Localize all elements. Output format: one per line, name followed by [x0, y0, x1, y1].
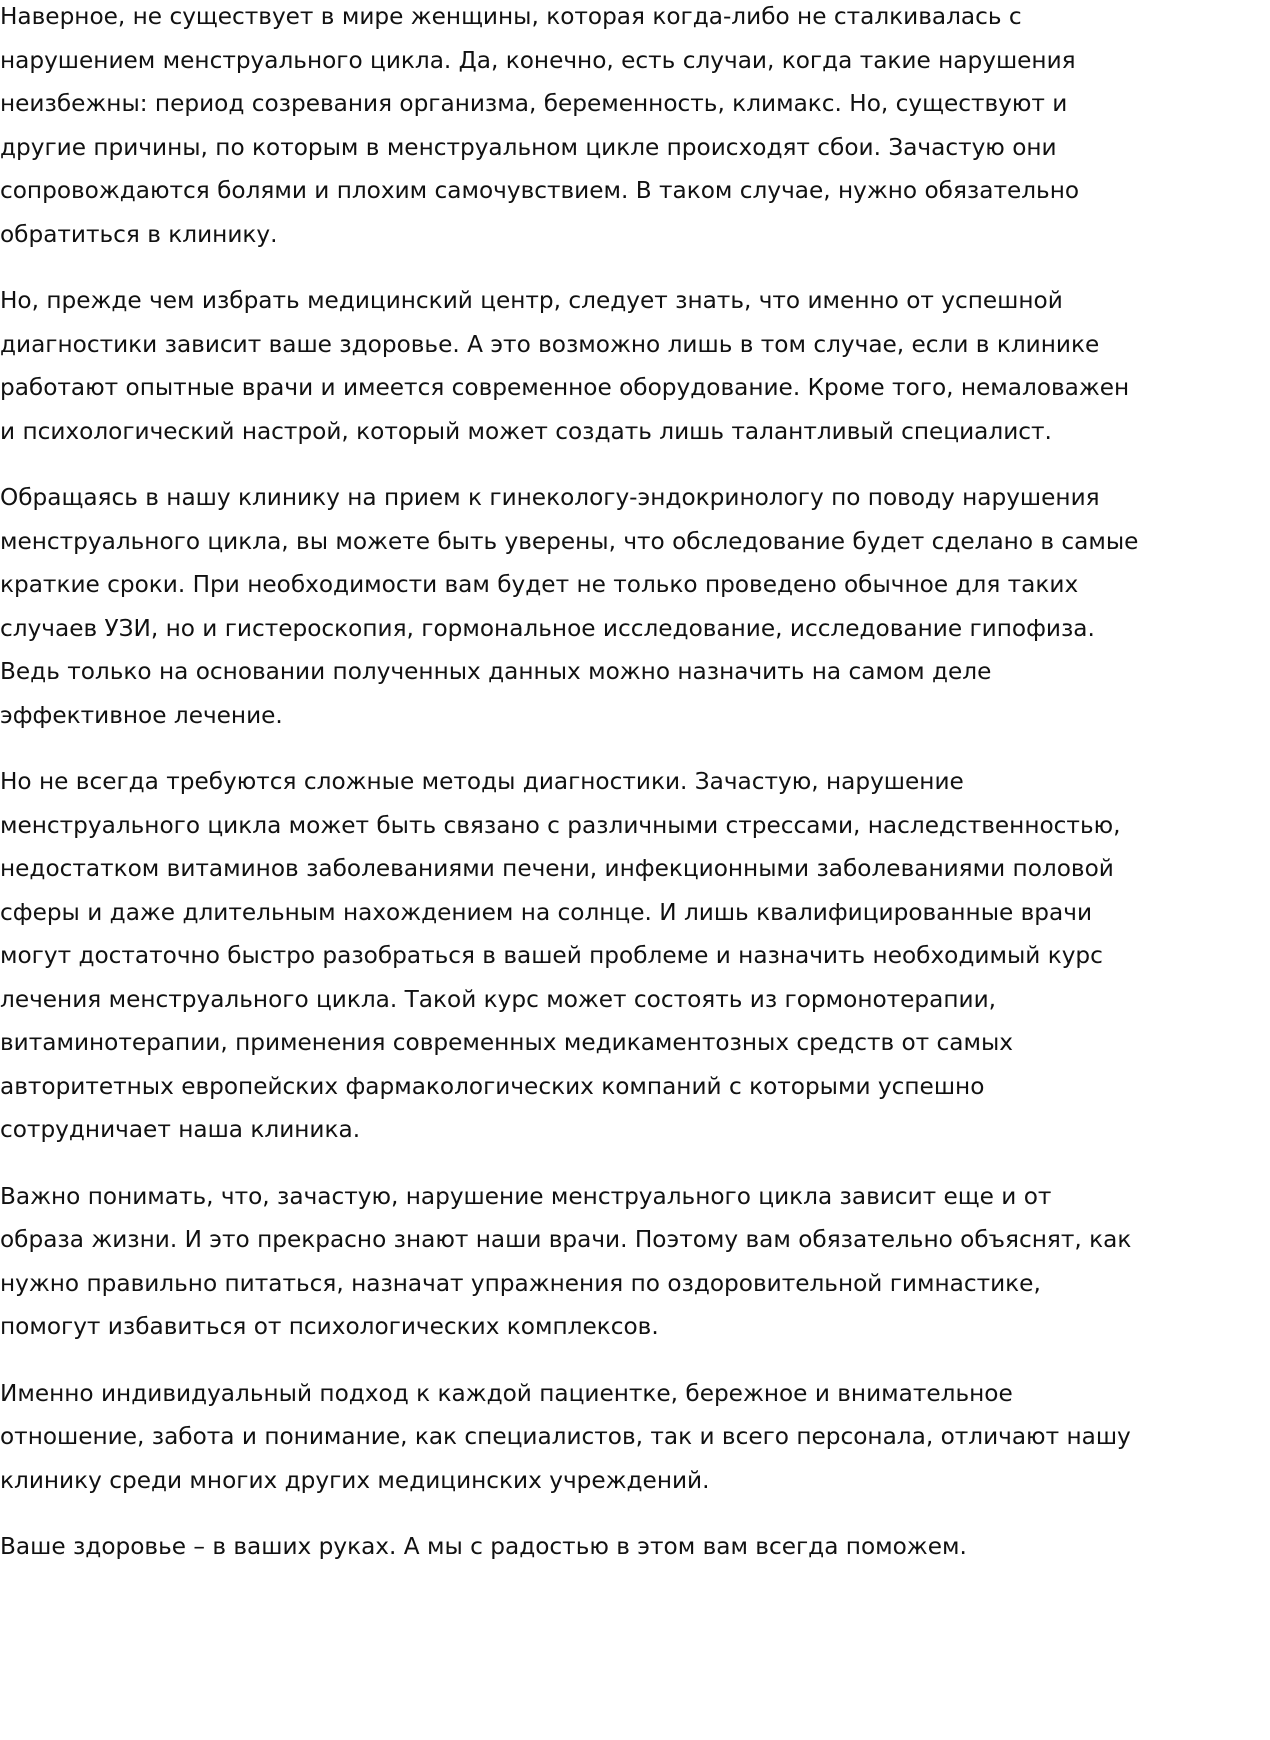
paragraph-diagnostics: Обращаясь в нашу клинику на прием к гинекологу-эндокринологу по поводу нарушения менструального цикла, вы можете быть уверены, что обследование будет сделано в самые краткие сроки. При необходимости вам будет не только проведено обычное для таких случаев УЗИ, но и гистероскопия, гормональное исследование, исследование гипофиза. Ведь только на основании полученных данных можно назначить на самом деле эффективное лечение. [0, 484, 1139, 729]
paragraph-causes-and-treatment: Но не всегда требуются сложные методы диагностики. Зачастую, нарушение менструального цикла может быть связано с различными стрессами, наследственностью, недостатком витаминов заболеваниями печени, инфекционными заболеваниями половой сферы и даже длительным нахождением на солнце. И лишь квалифицированные врачи могут достаточно быстро разобраться в вашей проблеме и назначить необходимый курс лечения менструального цикла. Такой курс может состоять из гормонотерапии, витаминотерапии, применения современных медикаментозных средств от самых авторитетных европейских фармакологических компаний с которыми успешно сотрудничает наша клиника. [0, 768, 1121, 1143]
paragraph-choosing-clinic: Но, прежде чем избрать медицинский центр, следует знать, что именно от успешной диагностики зависит ваше здоровье. А это возможно лишь в том случае, если в клинике работают опытные врачи и имеется современное оборудование. Кроме того, немаловажен и психологический настрой, который может создать лишь талантливый специалист. [0, 287, 1130, 445]
paragraph-individual-approach: Именно индивидуальный подход к каждой пациентке, бережное и внимательное отношение, забота и понимание, как специалистов, так и всего персонала, отличают нашу клинику среди многих других медицинских учреждений. [0, 1379, 1131, 1494]
paragraph-closing: Ваше здоровье – в ваших руках. А мы с радостью в этом вам всегда поможем. [0, 1533, 967, 1560]
paragraph-lifestyle: Важно понимать, что, зачастую, нарушение менструального цикла зависит еще и от образа жизни. И это прекрасно знают наши врачи. Поэтому вам обязательно объяснят, как нужно правильно питаться, назначат упражнения по оздоровительной гимнастике, помогут избавиться от психологических комплексов. [0, 1182, 1132, 1340]
paragraph-irregular-cycle-intro: Наверное, не существует в мире женщины, которая когда-либо не сталкивалась с нарушением менструального цикла. Да, конечно, есть случаи, когда такие нарушения неизбежны: период созревания организма, беременность, климакс. Но, существуют и другие причины, по которым в менструальном цикле происходят сбои. Зачастую они сопровождаются болями и плохим самочувствием. В таком случае, нужно обязательно обратиться в клинику. [0, 3, 1080, 248]
